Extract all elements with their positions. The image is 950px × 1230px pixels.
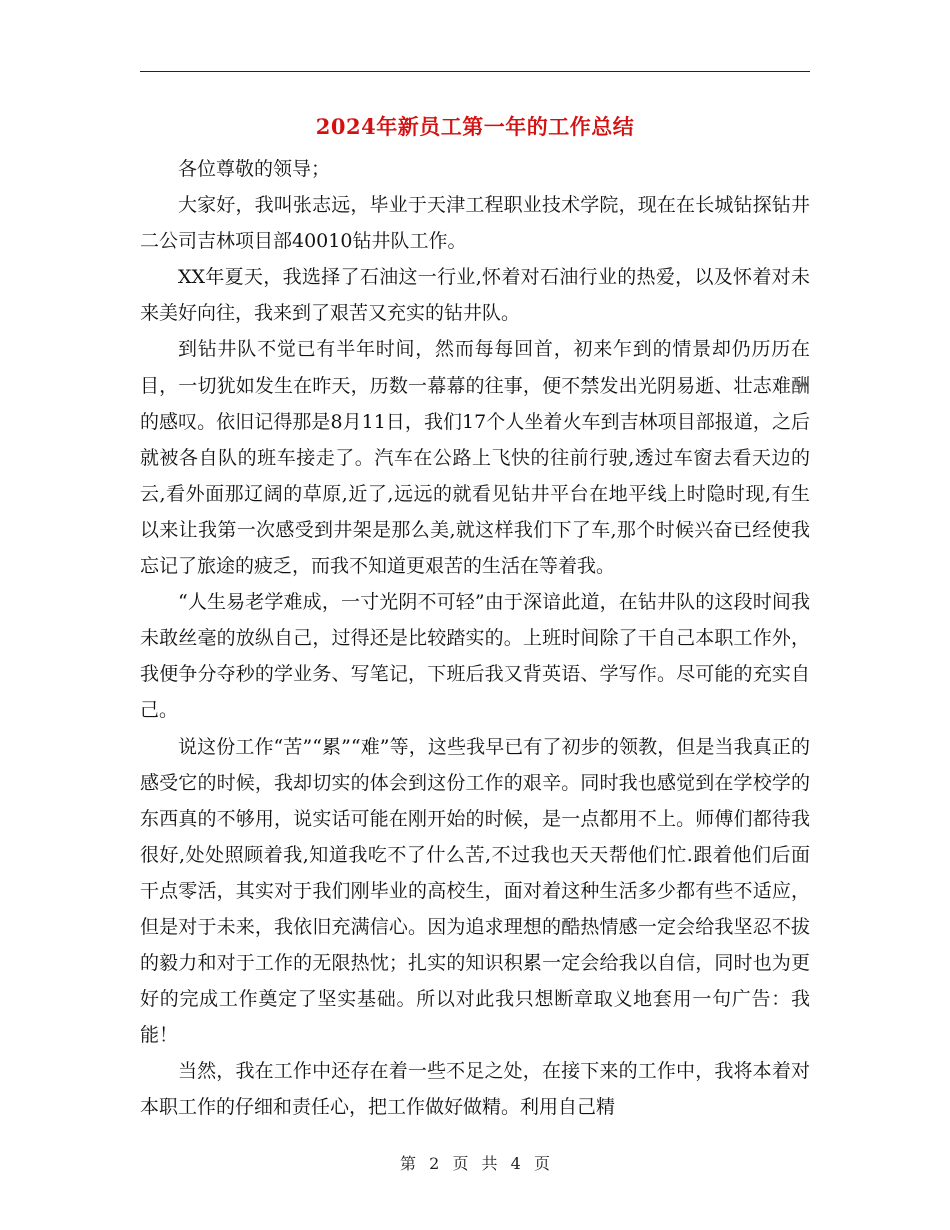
paragraph-shortcomings: 当然，我在工作中还存在着一些不足之处，在接下来的工作中，我将本着对本职工作的仔细和责任心，把工作做好做精。利用自己精	[140, 1060, 810, 1119]
paragraph-hardship: 说这份工作“苦”“累”“难”等，这些我早已有了初步的领教，但是当我真正的感受它的时候，我却切实的体会到这份工作的艰辛。同时我也感觉到在学校学的东西真的不够用，说实话可能在刚开始的时候，是一点都用不上。师傅们都待我很好,处处照顾着我,知道我吃不了什么苦,不过我也天天帮他们忙.跟着他们后面干点零活，其实对于我们刚毕业的高校生，面对着这种生活多少都有些不适应，但是对于未来，我依旧充满信心。因为追求理想的酷热情感一定会给我坚忍不拔的毅力和对于工作的无限热忱；扎实的知识积累一定会给我以自信，同时也为更好的完成工作奠定了坚实基础。所以对此我只想断章取义地套用一句广告：我能！	[140, 735, 810, 1047]
footer-suffix: 页	[533, 1154, 550, 1173]
page-footer	[0, 1152, 950, 1176]
paragraph-study: “人生易老学难成，一寸光阴不可轻”由于深谙此道，在钻井队的这段时间我未敢丝毫的放纵自己，过得还是比较踏实的。上班时间除了干自己本职工作外，我便争分夺秒的学业务、写笔记，下班后我又背英语、学写作。尽可能的充实自己。	[140, 591, 810, 722]
document-title: 2024年新员工第一年的工作总结	[315, 114, 635, 139]
paragraph-arrival: 到钻井队不觉已有半年时间，然而每每回首，初来乍到的情景却仍历历在目，一切犹如发生在昨天，历数一幕幕的往事，便不禁发出光阴易逝、壮志难酬的感叹。依旧记得那是8月11日，我们17个人坐着火车到吉林项目部报道，之后就被各自队的班车接走了。汽车在公路上飞快的往前行驶,透过车窗去看天边的云,看外面那辽阔的草原,近了,远远的就看见钻井平台在地平线上时隐时现,有生以来让我第一次感受到井架是那么美,就这样我们下了车,那个时候兴奋已经使我忘记了旅途的疲乏，而我不知道更艰苦的生活在等着我。	[140, 338, 810, 578]
paragraph-summer: XX年夏天，我选择了石油这一行业,怀着对石油行业的热爱，以及怀着对未来美好向往，我来到了艰苦又充实的钻井队。	[140, 266, 810, 325]
footer-page-number: 2	[429, 1154, 440, 1173]
header-rule	[140, 71, 810, 72]
footer-total-word: 共	[481, 1154, 498, 1173]
paragraph-introduction: 大家好，我叫张志远，毕业于天津工程职业技术学院，现在在长城钻探钻井二公司吉林项目部40010钻井队工作。	[140, 194, 810, 253]
footer-total-pages: 4	[510, 1154, 521, 1173]
footer-page-word: 页	[452, 1154, 469, 1173]
footer-prefix: 第	[400, 1154, 417, 1173]
paragraph-salutation: 各位尊敬的领导；	[178, 158, 331, 180]
document-body	[140, 151, 810, 1126]
